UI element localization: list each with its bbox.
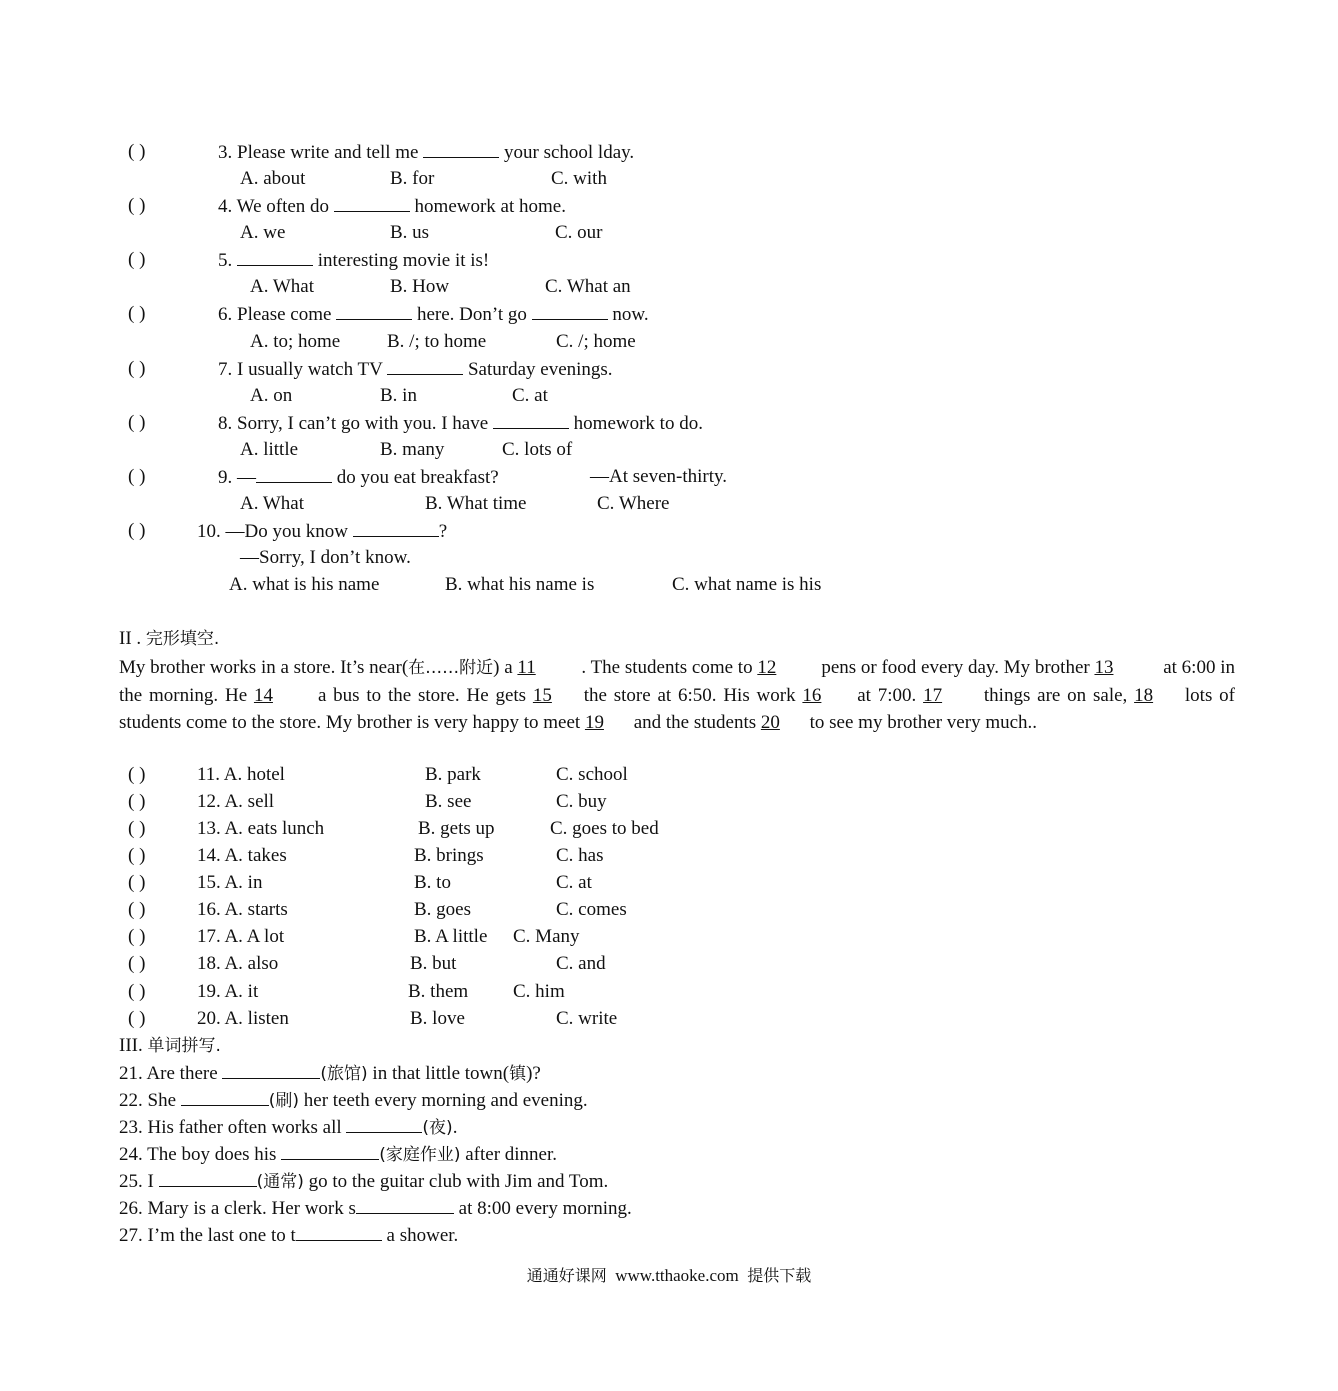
- option-c: C. him: [513, 981, 565, 1002]
- option-c: C. what name is his: [672, 574, 822, 595]
- option-a: A. we: [240, 222, 286, 243]
- answer-paren: ( ): [128, 872, 146, 893]
- blank-16: 16: [802, 685, 822, 706]
- option-c: C. at: [556, 872, 592, 893]
- option-b: B. to: [414, 872, 451, 893]
- option-c: C. has: [556, 845, 604, 866]
- blank-15: 15: [532, 685, 552, 706]
- blank-14: 14: [253, 685, 273, 706]
- option-b: B. many: [380, 439, 445, 460]
- option-a: 17. A. A lot: [197, 926, 285, 947]
- option-a: A. about: [240, 168, 306, 189]
- option-a: 12. A. sell: [197, 791, 275, 812]
- blank-17: 17: [923, 685, 943, 706]
- question-stem: 4. We often do homework at home.: [218, 196, 566, 217]
- option-b: B. park: [425, 764, 481, 785]
- answer-paren: ( ): [128, 249, 146, 270]
- option-c: C. goes to bed: [550, 818, 659, 839]
- section-heading: III. 单词拼写.: [119, 1035, 221, 1056]
- option-a: A. what is his name: [229, 574, 380, 595]
- page-footer: 通通好课网 www.tthaoke.com 提供下载: [526, 1266, 812, 1285]
- option-c: C. /; home: [556, 331, 636, 352]
- option-c: C. buy: [556, 791, 607, 812]
- option-b: B. love: [410, 1008, 465, 1029]
- blank-13: 13: [1094, 657, 1114, 678]
- option-b: B. goes: [414, 899, 471, 920]
- option-b: B. but: [410, 953, 457, 974]
- option-a: 20. A. listen: [197, 1008, 289, 1029]
- question-stem: 8. Sorry, I can’t go with you. I have homework to do.: [218, 413, 703, 434]
- option-a: 15. A. in: [197, 872, 263, 893]
- option-c: C. school: [556, 764, 628, 785]
- spelling-item: 22. She (刷) her teeth every morning and evening.: [119, 1090, 588, 1111]
- spelling-item: 27. I’m the last one to t a shower.: [119, 1225, 459, 1246]
- option-a: A. What: [250, 276, 315, 297]
- question-reply: —Sorry, I don’t know.: [240, 547, 411, 568]
- option-a: 18. A. also: [197, 953, 279, 974]
- spelling-item: 25. I (通常) go to the guitar club with Jim and Tom.: [119, 1171, 609, 1192]
- answer-paren: ( ): [128, 141, 146, 162]
- question-stem: 3. Please write and tell me your school lday.: [218, 142, 635, 163]
- answer-paren: ( ): [128, 412, 146, 433]
- option-b: B. for: [390, 168, 435, 189]
- blank-12: 12: [757, 657, 777, 678]
- question-stem: 6. Please come here. Don’t go now.: [218, 304, 649, 325]
- answer-paren: ( ): [128, 358, 146, 379]
- option-c: C. at: [512, 385, 548, 406]
- option-c: C. our: [555, 222, 603, 243]
- spelling-item: 26. Mary is a clerk. Her work s at 8:00 every morning.: [119, 1198, 632, 1219]
- answer-paren: ( ): [128, 899, 146, 920]
- spelling-item: 24. The boy does his (家庭作业) after dinner.: [119, 1144, 558, 1165]
- blank-11: 11: [517, 657, 536, 678]
- option-b: B. see: [425, 791, 472, 812]
- answer-paren: ( ): [128, 764, 146, 785]
- option-b: B. gets up: [418, 818, 495, 839]
- option-c: C. write: [556, 1008, 618, 1029]
- option-b: B. in: [380, 385, 417, 406]
- option-a: A. on: [250, 385, 293, 406]
- answer-paren: ( ): [128, 195, 146, 216]
- blank-20: 20: [760, 712, 780, 733]
- section-heading: II . 完形填空.: [119, 628, 220, 649]
- option-a: 16. A. starts: [197, 899, 288, 920]
- option-c: C. and: [556, 953, 606, 974]
- question-stem: 10. —Do you know ?: [197, 521, 448, 542]
- question-stem: 9. — do you eat breakfast?: [218, 467, 499, 488]
- option-a: A. to; home: [250, 331, 341, 352]
- option-c: C. Many: [513, 926, 580, 947]
- answer-paren: ( ): [128, 818, 146, 839]
- option-b: B. them: [408, 981, 469, 1002]
- option-b: B. /; to home: [387, 331, 487, 352]
- option-a: 13. A. eats lunch: [197, 818, 325, 839]
- option-c: C. Where: [597, 493, 670, 514]
- question-reply: —At seven-thirty.: [590, 466, 728, 487]
- answer-paren: ( ): [128, 1008, 146, 1029]
- option-b: B. us: [390, 222, 430, 243]
- question-stem: 7. I usually watch TV Saturday evenings.: [218, 359, 613, 380]
- option-b: B. How: [390, 276, 450, 297]
- option-a: A. What: [240, 493, 305, 514]
- option-c: C. comes: [556, 899, 627, 920]
- spelling-item: 21. Are there (旅馆) in that little town(镇)?: [119, 1063, 541, 1084]
- footer-url: www.tthaoke.com: [615, 1266, 739, 1285]
- option-b: B. brings: [414, 845, 484, 866]
- question-stem: 5. interesting movie it is!: [218, 250, 490, 271]
- option-b: B. A little: [414, 926, 488, 947]
- option-b: B. What time: [425, 493, 527, 514]
- answer-paren: ( ): [128, 926, 146, 947]
- answer-paren: ( ): [128, 466, 146, 487]
- answer-paren: ( ): [128, 791, 146, 812]
- spelling-item: 23. His father often works all (夜).: [119, 1117, 458, 1138]
- answer-paren: ( ): [128, 981, 146, 1002]
- answer-paren: ( ): [128, 303, 146, 324]
- option-c: C. with: [551, 168, 607, 189]
- blank-19: 19: [584, 712, 604, 733]
- option-a: 11. A. hotel: [197, 764, 285, 785]
- option-c: C. What an: [545, 276, 631, 297]
- answer-paren: ( ): [128, 520, 146, 541]
- option-b: B. what his name is: [445, 574, 595, 595]
- answer-paren: ( ): [128, 845, 146, 866]
- option-a: A. little: [240, 439, 299, 460]
- blank-18: 18: [1134, 685, 1154, 706]
- option-a: 19. A. it: [197, 981, 259, 1002]
- option-c: C. lots of: [502, 439, 573, 460]
- answer-paren: ( ): [128, 953, 146, 974]
- cloze-passage: My brother works in a store. It’s near(在……附近) a 11 . The students come to 12 pens or food every day. My brother 13 at 6:00 in the morning. He 14 a bus to the store. He gets 15 the store at 6:50. His work 16 at 7:00. 17 things are on sale, 18 lots of students come to the store. My brother is very happy to meet 19 and the students 20 to see my brother very much..: [119, 654, 1235, 736]
- option-a: 14. A. takes: [197, 845, 287, 866]
